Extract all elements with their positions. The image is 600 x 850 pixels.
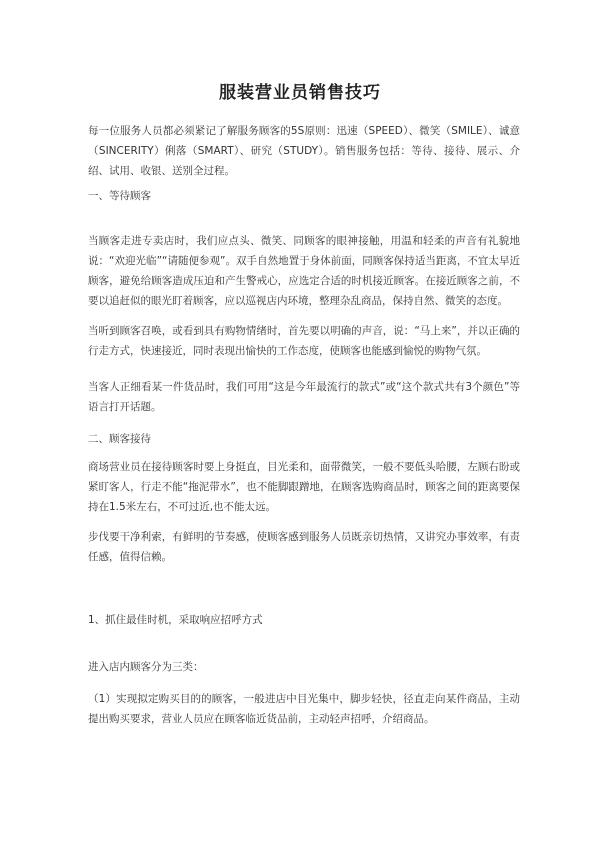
paragraph-waiting-3: 当客人正细看某一件货品时，我们可用“这是今年最流行的款式”或“这个款式共有3个颜色”等语言打开话题。 bbox=[88, 381, 521, 413]
paragraph-reception-1: 商场营业员在接待顾客时要上身挺直，目光柔和，面带微笑，一般不要低头哈腰，左顾右盼或紧盯客人，行走不能“拖泥带水”，也不能脚跟蹭地，在顾客选购商品时，顾客之间的距离要保持在1.5米左右，不可过近,也不能太远。 bbox=[88, 461, 520, 513]
paragraph-customer-types: 进入店内顾客分为三类： bbox=[88, 661, 204, 673]
section-heading-waiting: 一、等待顾客 bbox=[88, 190, 151, 202]
intro-paragraph: 每一位服务人员都必须紧记了解服务顾客的5S原则：迅速（SPEED）、微笑（SMILE）、诚意（SINCERITY）俐落（SMART）、研究（STUDY）。销售服务包括：等待、接待、展示、介绍、试用、收银、送别全过程。 bbox=[88, 125, 520, 177]
paragraph-waiting-2: 当听到顾客召唤，或看到具有购物情绪时，首先要以明确的声音，说：“马上来”，并以正确的行走方式，快速接近，同时表现出愉快的工作态度，使顾客也能感到愉悦的购物气氛。 bbox=[88, 325, 520, 357]
document-title: 服装营业员销售技巧 bbox=[219, 83, 381, 103]
paragraph-waiting-1: 当顾客走进专卖店时，我们应点头、微笑、同顾客的眼神接触，用温和轻柔的声音有礼貌地说：“欢迎光临”“请随便参观”。双手自然地置于身体前面，同顾客保持适当距离，不宜太早近顾客，避免给顾客造成压迫和产生警戒心，应选定合适的时机接近顾客。在接近顾客之前，不要以追赶似的眼光盯着顾客，应以巡视店内环境，整理杂乱商品，保持自然、微笑的态度。 bbox=[88, 235, 520, 307]
paragraph-reception-2: 步伐要干净利索，有鲜明的节奏感，使顾客感到服务人员既亲切热情，又讲究办事效率，有责任感，值得信赖。 bbox=[88, 531, 520, 563]
subsection-heading-timing: 1、抓住最佳时机，采取响应招呼方式 bbox=[88, 614, 263, 626]
section-heading-reception: 二、顾客接待 bbox=[88, 433, 151, 445]
paragraph-customer-type-1: （1）实现拟定购买目的的顾客，一般进店中目光集中，脚步轻快，径直走向某件商品，主动提出购买要求，营业人员应在顾客临近货品前，主动轻声招呼，介绍商品。 bbox=[88, 693, 520, 725]
